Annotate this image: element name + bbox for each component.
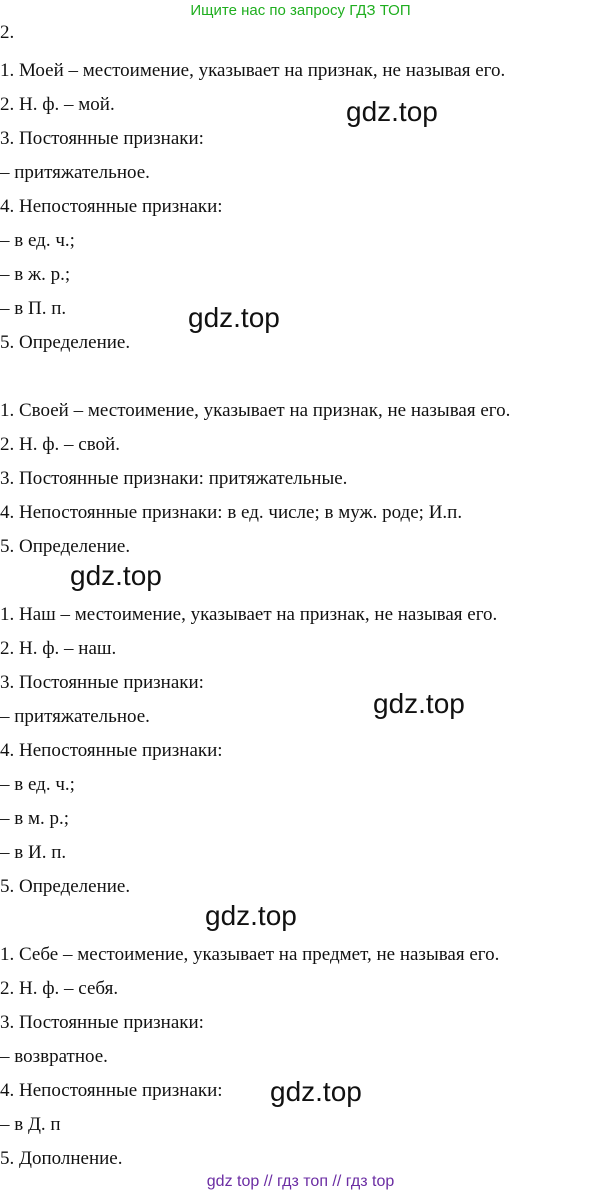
text-line: 4. Непостоянные признаки: в ед. числе; в муж. роде; И.п. xyxy=(0,502,463,523)
text-line: 3. Постоянные признаки: xyxy=(0,128,204,149)
text-line: 1. Моей – местоимение, указывает на признак, не называя его. xyxy=(0,60,506,81)
text-line: 3. Постоянные признаки: притяжательные. xyxy=(0,468,348,489)
text-line: 3. Постоянные признаки: xyxy=(0,672,204,693)
watermark: gdz.top xyxy=(373,688,465,719)
footer-links: gdz top // гдз топ // гдз top xyxy=(206,1173,395,1190)
text-line: – в ед. ч.; xyxy=(0,230,75,251)
text-line: 2. Н. ф. – свой. xyxy=(0,434,120,455)
text-line: 2. Н. ф. – себя. xyxy=(0,978,119,999)
text-line: 1. Наш – местоимение, указывает на признак, не называя его. xyxy=(0,604,498,625)
text-line: 1. Своей – местоимение, указывает на признак, не называя его. xyxy=(0,400,511,421)
text-line: – в м. р.; xyxy=(0,808,70,829)
text-line: 1. Себе – местоимение, указывает на предмет, не называя его. xyxy=(0,944,500,965)
watermark: gdz.top xyxy=(270,1076,362,1107)
text-line: 4. Непостоянные признаки: xyxy=(0,196,223,217)
text-line: – в И. п. xyxy=(0,842,67,863)
task-number: 2. xyxy=(0,22,15,43)
top-banner: Ищите нас по запросу ГДЗ ТОП xyxy=(190,2,411,19)
text-line: 2. Н. ф. – мой. xyxy=(0,94,115,115)
watermark: gdz.top xyxy=(188,302,280,333)
watermark: gdz.top xyxy=(346,96,438,127)
text-line: 5. Определение. xyxy=(0,332,131,353)
text-line: 4. Непостоянные признаки: xyxy=(0,1080,223,1101)
text-line: – возвратное. xyxy=(0,1046,108,1067)
text-line: 5. Определение. xyxy=(0,876,131,897)
text-line: 5. Дополнение. xyxy=(0,1148,123,1169)
text-line: – в ж. р.; xyxy=(0,264,71,285)
watermark: gdz.top xyxy=(70,560,162,591)
text-line: 5. Определение. xyxy=(0,536,131,557)
text-line: 2. Н. ф. – наш. xyxy=(0,638,117,659)
text-line: 4. Непостоянные признаки: xyxy=(0,740,223,761)
text-line: – притяжательное. xyxy=(0,706,150,727)
text-line: 3. Постоянные признаки: xyxy=(0,1012,204,1033)
text-line: – в ед. ч.; xyxy=(0,774,75,795)
text-line: – притяжательное. xyxy=(0,162,150,183)
text-line: – в П. п. xyxy=(0,298,67,319)
watermark: gdz.top xyxy=(205,900,297,931)
text-line: – в Д. п xyxy=(0,1114,61,1135)
